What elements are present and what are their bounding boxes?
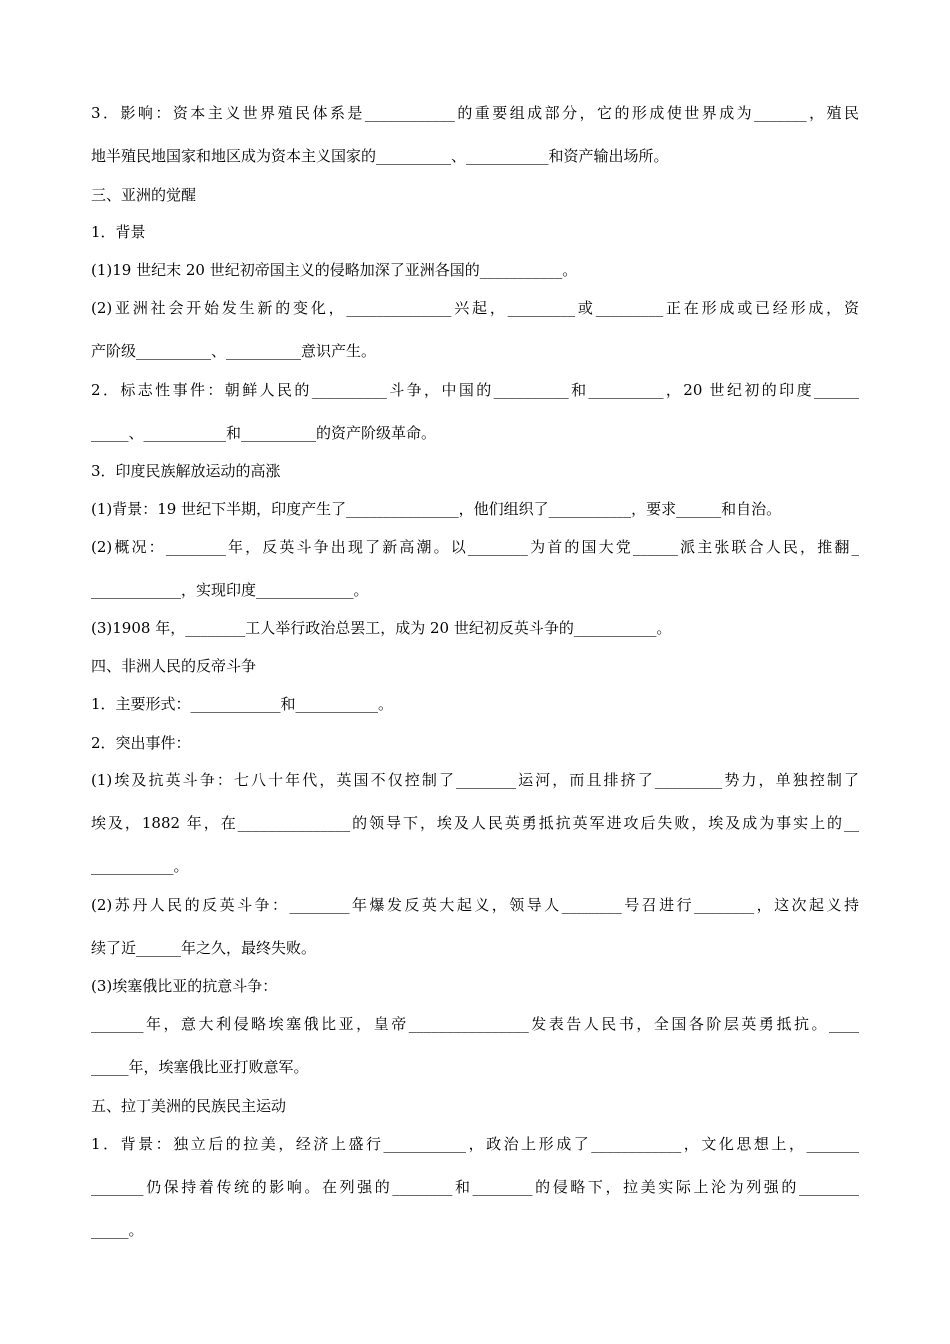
text-line: 产阶级__________、__________意识产生。	[91, 342, 377, 360]
text-line: _______仍保持着传统的影响。在列强的________和________的侵略下，拉美实际上沦为列强的________	[91, 1178, 859, 1196]
text-line: 1．主要形式：____________和___________。	[91, 695, 394, 713]
text-line: _____。	[91, 1221, 144, 1239]
text-line: 地半殖民地国家和地区成为资本主义国家的__________、___________和资产输出场所。	[91, 147, 669, 165]
text-line: (1)埃及抗英斗争：七八十年代，英国不仅控制了________运河，而且排挤了_________势力，单独控制了	[91, 771, 859, 789]
subsection-heading: (3)埃塞俄比亚的抗意斗争：	[91, 977, 278, 995]
section-heading: 四、非洲人民的反帝斗争	[91, 657, 257, 675]
text-line: (1)19 世纪末 20 世纪初帝国主义的侵略加深了亚洲各国的___________。	[91, 261, 578, 279]
text-line: _____年，埃塞俄比亚打败意军。	[91, 1058, 309, 1076]
text-line: (2)苏丹人民的反英斗争：________年爆发反英大起义，领导人________号召进行________，这次起义持	[91, 896, 859, 914]
text-line: ___________。	[91, 857, 189, 875]
text-line: (1)背景：19 世纪下半期，印度产生了_______________，他们组织了___________，要求______和自治。	[91, 500, 782, 518]
subsection-heading: 2．突出事件：	[91, 734, 191, 752]
text-line: (3)1908 年，________工人举行政治总罢工，成为 20 世纪初反英斗争的___________。	[91, 619, 672, 637]
subsection-heading: 1．背景	[91, 223, 146, 241]
section-heading: 三、亚洲的觉醒	[91, 186, 197, 204]
section-heading: 五、拉丁美洲的民族民主运动	[91, 1097, 287, 1115]
text-line: 1．背景：独立后的拉美，经济上盛行___________，政治上形成了____________，文化思想上，_______	[91, 1135, 859, 1153]
text-line: (2)概况：________年，反英斗争出现了新高潮。以________为首的国大党______派主张联合人民，推翻_	[91, 538, 859, 556]
text-line: 埃及，1882 年，在_______________的领导下，埃及人民英勇抵抗英军进攻后失败，埃及成为事实上的__	[91, 814, 859, 832]
text-line: _____、___________和__________的资产阶级革命。	[91, 424, 437, 442]
text-line: ____________，实现印度_____________。	[91, 581, 369, 599]
text-line: 2．标志性事件：朝鲜人民的__________斗争，中国的__________和__________，20 世纪初的印度______	[91, 381, 859, 399]
subsection-heading: 3．印度民族解放运动的高涨	[91, 462, 281, 480]
text-line: (2)亚洲社会开始发生新的变化，______________兴起，_________或_________正在形成或已经形成，资	[91, 299, 859, 317]
text-line: 续了近______年之久，最终失败。	[91, 939, 317, 957]
text-line: _______年，意大利侵略埃塞俄比亚，皇帝________________发表告人民书，全国各阶层英勇抵抗。____	[91, 1015, 859, 1033]
text-line: 3．影响：资本主义世界殖民体系是____________的重要组成部分，它的形成使世界成为_______，殖民	[91, 104, 859, 122]
